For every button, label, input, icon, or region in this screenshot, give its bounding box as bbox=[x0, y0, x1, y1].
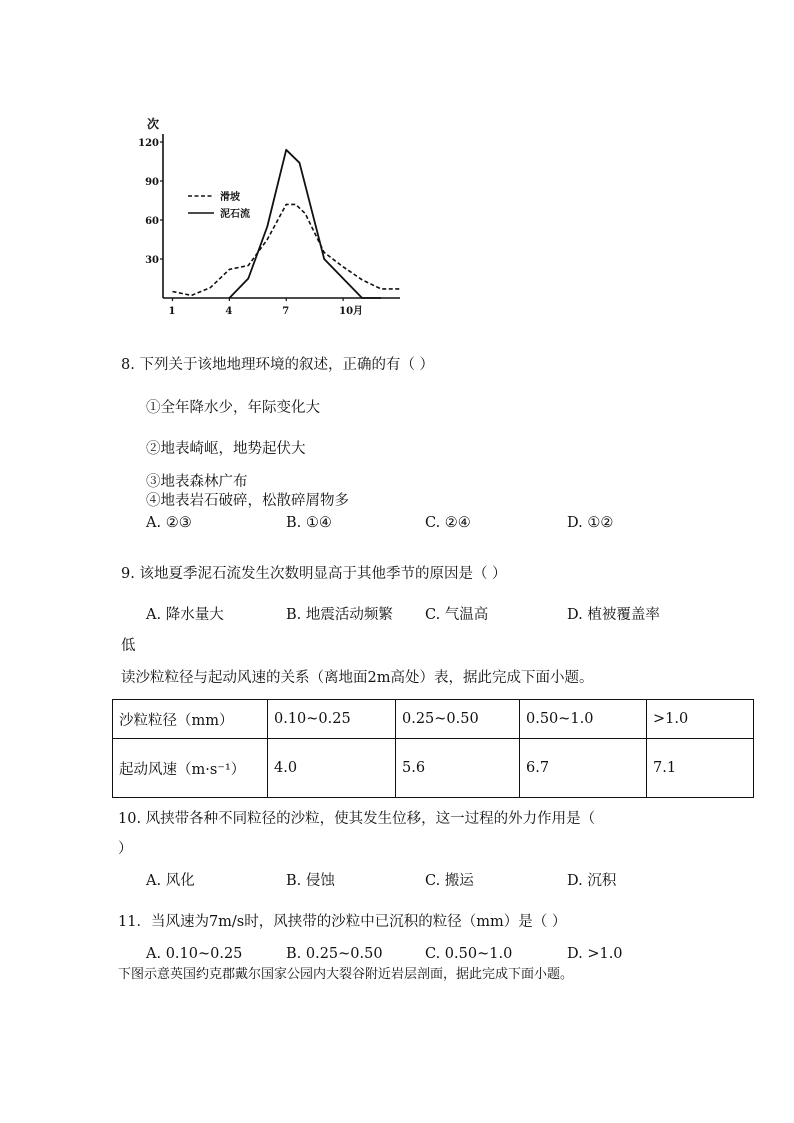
y-axis-label: 次 bbox=[147, 117, 160, 131]
q9-option-a[interactable]: A. 降水量大 bbox=[146, 607, 224, 623]
table-cell: 起动风速（m·s⁻¹） bbox=[113, 739, 268, 798]
y-tick-label: 120 bbox=[138, 138, 159, 149]
chart-series bbox=[173, 150, 401, 298]
next-intro: 下图示意英国约克郡戴尔国家公园内大裂谷附近岩层剖面，据此完成下面小题。 bbox=[118, 967, 574, 982]
y-tick-label: 60 bbox=[145, 216, 159, 227]
table-row bbox=[113, 739, 754, 798]
q10-option-d[interactable]: D. 沉积 bbox=[567, 873, 617, 889]
x-tick-label: 1 bbox=[168, 306, 176, 317]
q9-option-d-wrap: 低 bbox=[121, 638, 136, 654]
table-cell: 0.25~0.50 bbox=[396, 700, 520, 739]
table-cell: 0.50~1.0 bbox=[520, 700, 647, 739]
q10-option-a[interactable]: A. 风化 bbox=[146, 873, 195, 889]
chart-ticks bbox=[138, 138, 363, 317]
table-cell: 6.7 bbox=[520, 739, 647, 798]
q9-option-c[interactable]: C. 气温高 bbox=[425, 607, 489, 623]
table-intro: 读沙粒粒径与起动风速的关系（离地面2m高处）表，据此完成下面小题。 bbox=[121, 670, 594, 686]
q8-item-2: ②地表崎岖，地势起伏大 bbox=[146, 441, 306, 457]
x-tick-label: 4 bbox=[225, 306, 233, 317]
q8-stem: 8. 下列关于该地地理环境的叙述，正确的有（ ） bbox=[121, 357, 435, 373]
table-row bbox=[113, 700, 754, 739]
q10-option-c[interactable]: C. 搬运 bbox=[425, 873, 474, 889]
table-cell: 7.1 bbox=[647, 739, 754, 798]
x-tick-label: 7 bbox=[282, 306, 290, 317]
q8-item-4: ④地表岩石破碎，松散碎屑物多 bbox=[146, 493, 349, 509]
q9-stem: 9. 该地夏季泥石流发生次数明显高于其他季节的原因是（ ） bbox=[121, 566, 507, 582]
q9-option-d[interactable]: D. 植被覆盖率 bbox=[567, 607, 660, 623]
q11-stem: 11．当风速为7m/s时，风挟带的沙粒中已沉积的粒径（mm）是（ ） bbox=[118, 914, 567, 930]
q11-option-c[interactable]: C. 0.50~1.0 bbox=[425, 946, 513, 962]
y-tick-label: 30 bbox=[145, 255, 159, 266]
chart-legend bbox=[188, 190, 250, 220]
q10-stem-wrap: ） bbox=[118, 841, 133, 857]
q8-option-d[interactable]: D. ①② bbox=[567, 515, 614, 531]
q10-option-b[interactable]: B. 侵蚀 bbox=[286, 873, 335, 889]
q11-option-a[interactable]: A. 0.10~0.25 bbox=[146, 946, 243, 962]
q8-item-3: ③地表森林广布 bbox=[146, 474, 248, 490]
debris-flow-series-line bbox=[229, 150, 381, 298]
x-tick-label: 10月 bbox=[339, 306, 364, 317]
q11-option-d[interactable]: D. >1.0 bbox=[567, 946, 623, 962]
q8-option-b[interactable]: B. ①④ bbox=[286, 515, 332, 531]
landslide-series-line bbox=[173, 204, 401, 295]
q10-stem: 10. 风挟带各种不同粒径的沙粒，使其发生位移，这一过程的外力作用是（ bbox=[118, 811, 596, 827]
y-tick-label: 90 bbox=[145, 177, 159, 188]
table-cell: 0.10~0.25 bbox=[268, 700, 396, 739]
q11-option-b[interactable]: B. 0.25~0.50 bbox=[286, 946, 383, 962]
q8-option-c[interactable]: C. ②④ bbox=[425, 515, 471, 531]
q8-option-a[interactable]: A. ②③ bbox=[146, 515, 192, 531]
chart-axes bbox=[147, 116, 400, 298]
q9-option-b[interactable]: B. 地震活动频繁 bbox=[286, 607, 393, 623]
table-cell: >1.0 bbox=[647, 700, 754, 739]
grain-size-table bbox=[112, 699, 754, 798]
disaster-frequency-chart bbox=[138, 112, 410, 322]
legend-label: 滑坡 bbox=[220, 192, 240, 203]
q8-item-1: ①全年降水少，年际变化大 bbox=[146, 400, 320, 416]
table-cell: 5.6 bbox=[396, 739, 520, 798]
table-cell: 沙粒粒径（mm） bbox=[113, 700, 268, 739]
legend-label: 泥石流 bbox=[220, 209, 250, 220]
table-cell: 4.0 bbox=[268, 739, 396, 798]
